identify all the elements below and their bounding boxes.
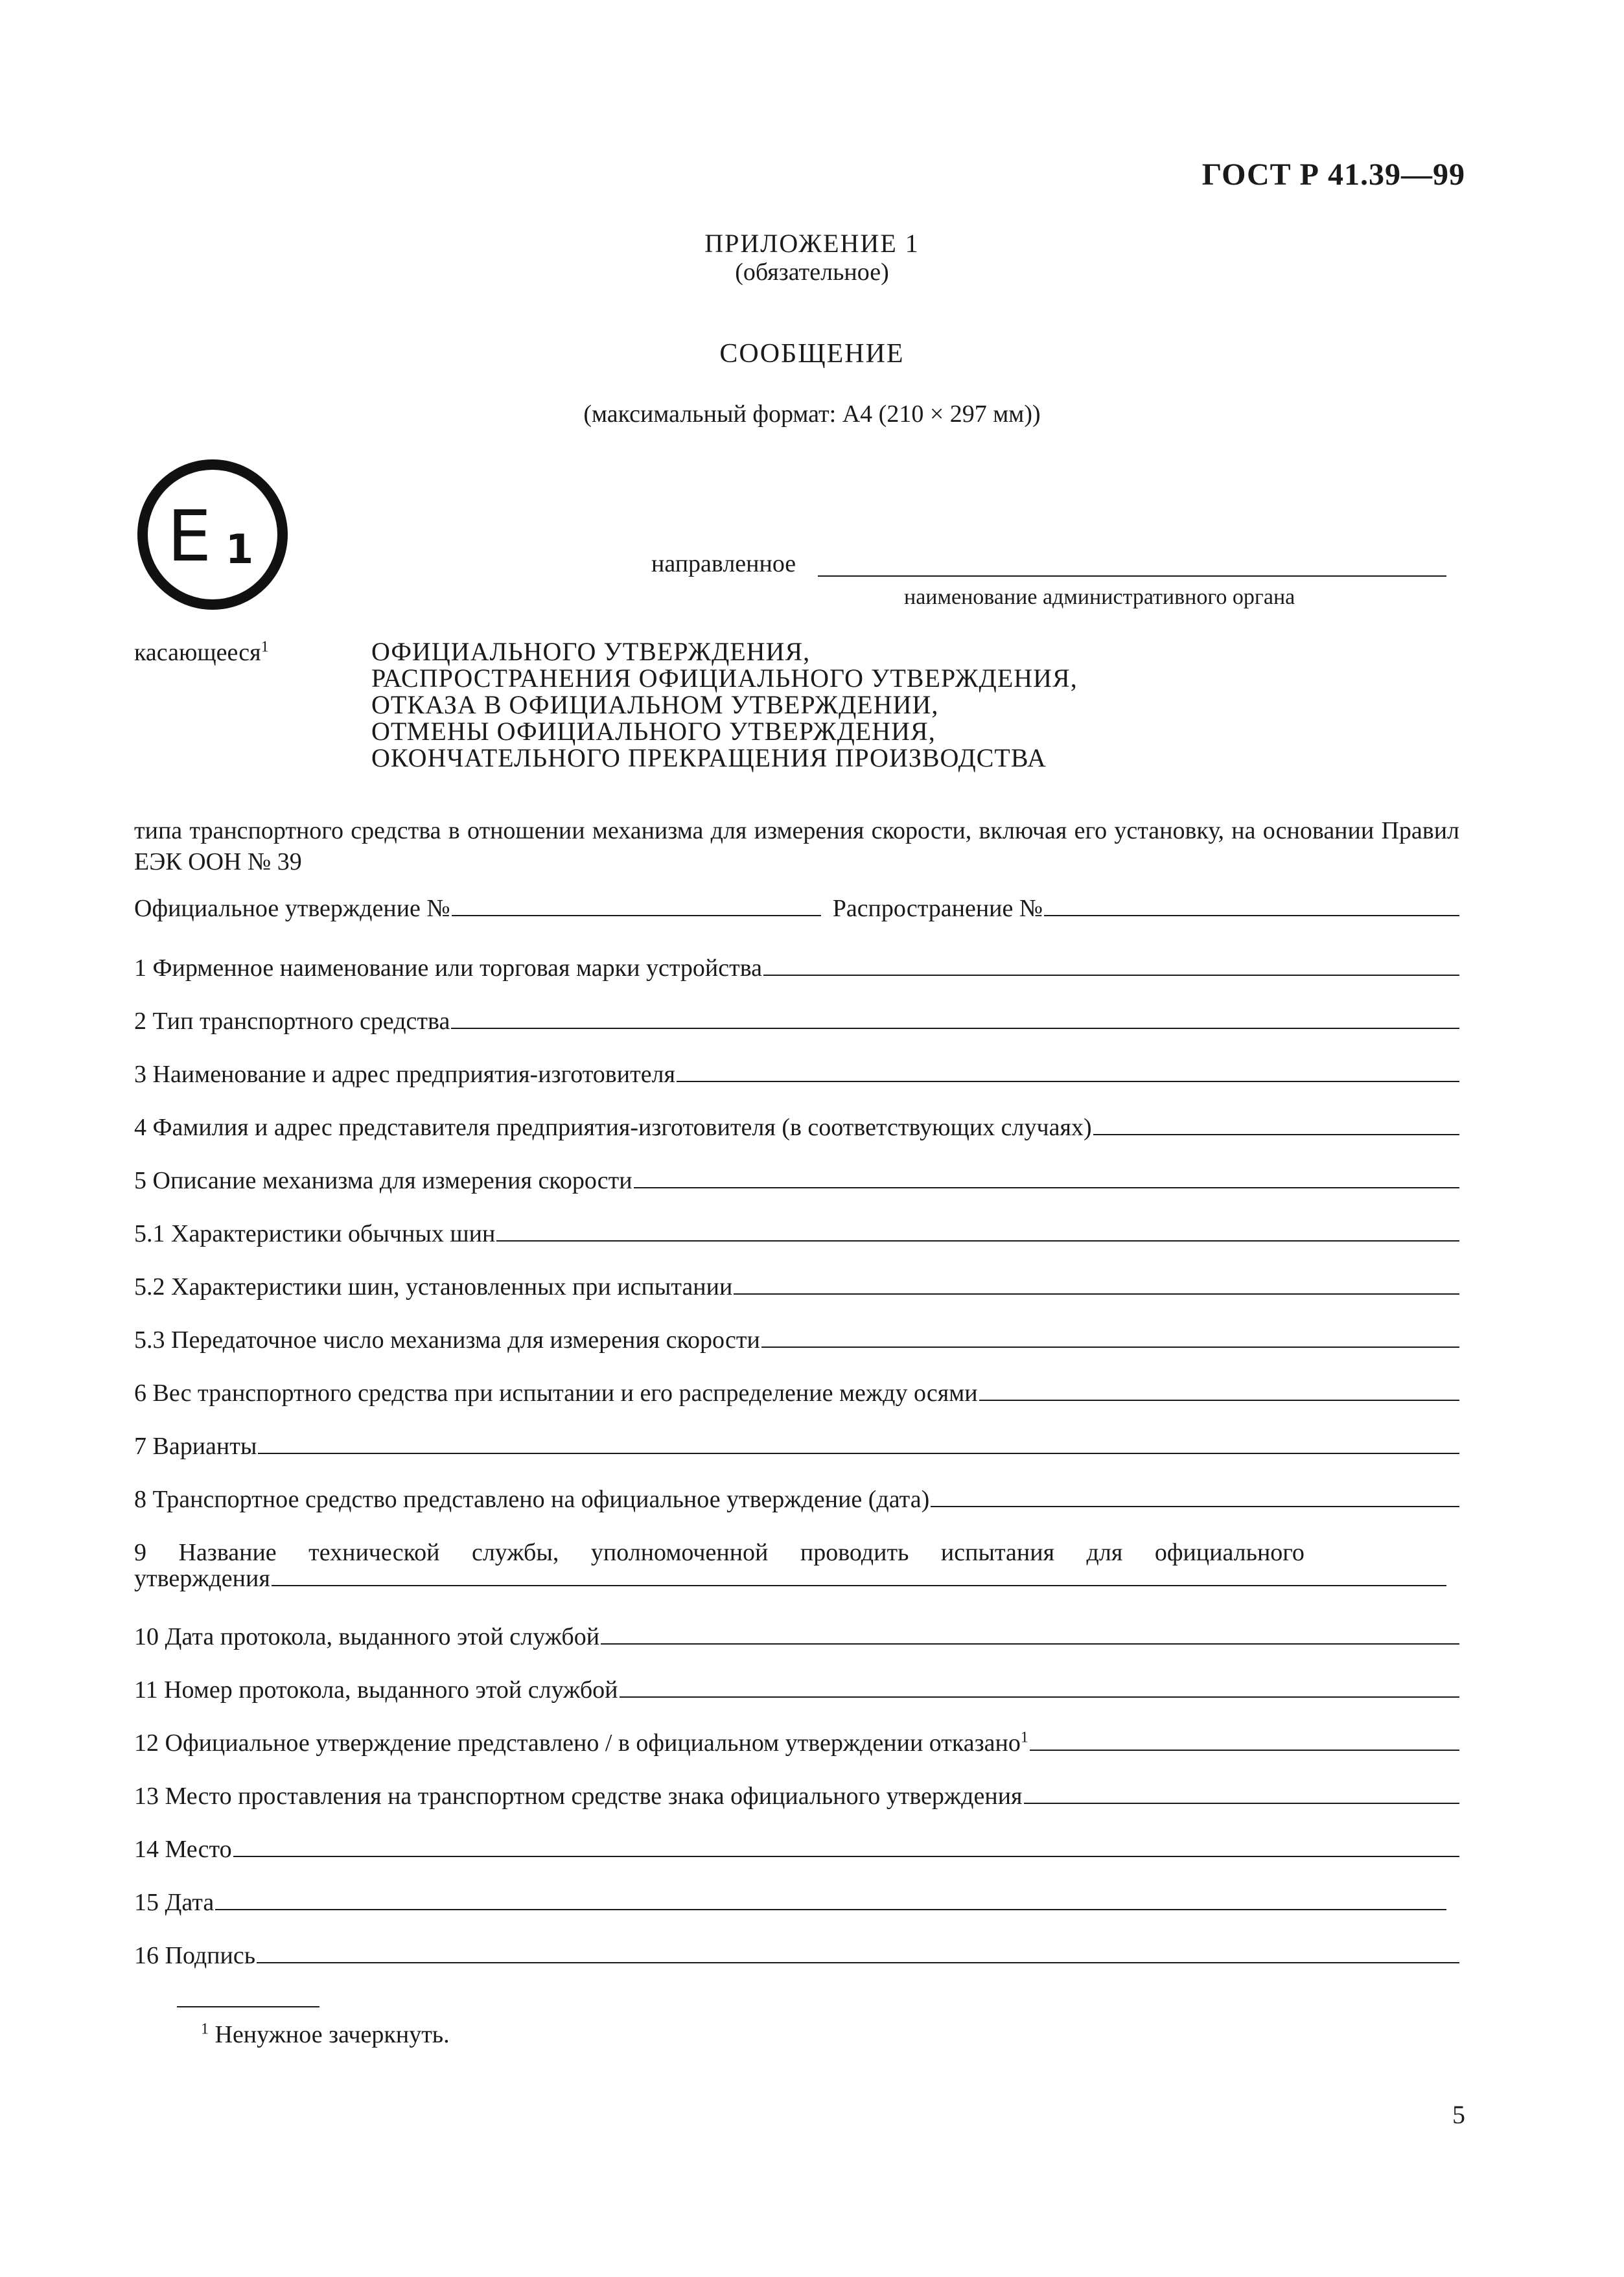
page-number: 5 [1452, 2100, 1465, 2129]
field-label [134, 1729, 1028, 1757]
field-row-5 [134, 1166, 1459, 1197]
approval-number-label: Официальное утверждение № [134, 895, 450, 922]
field-row-1 [134, 954, 1459, 985]
field-row-10 [134, 1623, 1459, 1654]
field-label-text: 12 Официальное утверждение представлено / в официальном утверждении отказано [134, 1729, 1021, 1757]
field-label: 5.1 Характеристики обычных шин [134, 1220, 496, 1247]
action-refusal: ОТКАЗА В ОФИЦИАЛЬНОМ УТВЕРЖДЕНИИ, [371, 690, 939, 719]
field-label: 3 Наименование и адрес предприятия-изготовителя [134, 1061, 675, 1088]
field-input[interactable] [451, 1007, 1459, 1029]
field-row-7 [134, 1432, 1459, 1463]
field-input[interactable] [258, 1432, 1459, 1454]
field-row-5-3 [134, 1326, 1459, 1357]
actions-list [371, 638, 1078, 771]
field-input[interactable] [496, 1219, 1459, 1242]
field-input[interactable] [634, 1166, 1459, 1188]
field-input[interactable] [233, 1835, 1459, 1857]
field-label: 8 Транспортное средство представлено на официальное утверждение (дата) [134, 1486, 930, 1513]
field-row-5-2 [134, 1273, 1459, 1304]
field-input[interactable] [1024, 1782, 1459, 1804]
field-label: 9 Название технической службы, уполномоченной проводить испытания для официального [134, 1539, 1305, 1566]
field-label: 13 Место проставления на транспортном средстве знака официального утверждения [134, 1783, 1023, 1810]
field-row-9-line2 [134, 1564, 1459, 1595]
e1-approval-mark-icon [136, 458, 289, 611]
field-row-13 [134, 1782, 1459, 1813]
field-label: 11 Номер протокола, выданного этой службой [134, 1676, 618, 1704]
action-discontinued: ОКОНЧАТЕЛЬНОГО ПРЕКРАЩЕНИЯ ПРОИЗВОДСТВА [371, 743, 1047, 772]
field-input[interactable] [601, 1623, 1459, 1645]
field-input[interactable] [215, 1888, 1446, 1910]
footnote-divider [177, 2006, 319, 2007]
field-input[interactable] [1093, 1113, 1459, 1135]
sent-label: направленное [651, 550, 796, 577]
field-label: 7 Варианты [134, 1433, 257, 1460]
field-input[interactable] [677, 1060, 1459, 1082]
field-input[interactable] [620, 1676, 1459, 1698]
action-approval: ОФИЦИАЛЬНОГО УТВЕРЖДЕНИЯ, [371, 637, 811, 666]
field-label: 4 Фамилия и адрес представителя предприятия-изготовителя (в соответствующих случаях) [134, 1114, 1092, 1141]
field-row-16 [134, 1941, 1459, 1972]
field-label: 14 Место [134, 1836, 232, 1863]
field-input[interactable] [763, 954, 1459, 976]
footnote-text: Ненужное зачеркнуть. [209, 2021, 450, 2048]
emark-letter: E [167, 496, 212, 577]
appendix-subtitle: (обязательное) [735, 259, 889, 286]
action-extension: РАСПРОСТРАНЕНИЯ ОФИЦИАЛЬНОГО УТВЕРЖДЕНИЯ, [371, 664, 1078, 693]
field-input[interactable] [257, 1941, 1459, 1963]
concerning-label [134, 638, 269, 667]
document-title: СООБЩЕНИЕ [719, 339, 905, 369]
emark-number: 1 [226, 526, 254, 573]
appendix-title: ПРИЛОЖЕНИЕ 1 [704, 229, 920, 258]
approval-number-input[interactable] [452, 894, 821, 916]
field-row-3 [134, 1060, 1459, 1091]
field-row-2 [134, 1007, 1459, 1038]
field-label: 1 Фирменное наименование или торговая марки устройства [134, 954, 762, 982]
field-row-5-1 [134, 1219, 1459, 1251]
field-label: 16 Подпись [134, 1942, 256, 1969]
field-row-12 [134, 1729, 1459, 1760]
concerning-text: касающееся [134, 639, 261, 666]
sent-to-input-line[interactable] [818, 575, 1446, 577]
field-row-8 [134, 1485, 1459, 1516]
field-input[interactable] [979, 1379, 1459, 1401]
field-row-15 [134, 1888, 1459, 1919]
field-input[interactable] [931, 1485, 1459, 1507]
field-label: утверждения [134, 1565, 270, 1592]
field-row-14 [134, 1835, 1459, 1866]
field-input[interactable] [761, 1326, 1459, 1348]
intro-paragraph: типа транспортного средства в отношении механизма для измерения скорости, включая его установку, на основании Правил ЕЭК ООН № 39 [134, 817, 1459, 875]
field-label: 6 Вес транспортного средства при испытании и его распределение между осями [134, 1380, 978, 1407]
field-input[interactable] [1030, 1729, 1459, 1751]
standard-number: ГОСТ Р 41.39—99 [1201, 157, 1465, 192]
field-input[interactable] [272, 1564, 1446, 1586]
format-note: (максимальный формат: А4 (210 × 297 мм)) [583, 400, 1041, 428]
field-label: 2 Тип транспортного средства [134, 1008, 450, 1035]
footnote [201, 2020, 450, 2049]
action-withdrawal: ОТМЕНЫ ОФИЦИАЛЬНОГО УТВЕРЖДЕНИЯ, [371, 717, 936, 746]
footnote-mark: 1 [201, 2020, 209, 2038]
extension-number-input[interactable] [1044, 894, 1459, 916]
field-label: 5.3 Передаточное число механизма для измерения скорости [134, 1326, 760, 1354]
concerning-footnote-mark: 1 [261, 638, 269, 656]
field-12-footnote-mark: 1 [1020, 1729, 1028, 1746]
field-label: 5.2 Характеристики шин, установленных при испытании [134, 1273, 733, 1300]
approval-number-row [134, 894, 1459, 925]
field-label: 5 Описание механизма для измерения скорости [134, 1167, 632, 1194]
field-label: 10 Дата протокола, выданного этой службой [134, 1623, 600, 1650]
extension-number-label: Распространение № [832, 895, 1043, 922]
field-input[interactable] [734, 1273, 1459, 1295]
field-label: 15 Дата [134, 1889, 215, 1916]
sent-caption: наименование административного органа [904, 585, 1295, 609]
field-row-11 [134, 1676, 1459, 1707]
field-row-6 [134, 1379, 1459, 1410]
field-row-4 [134, 1113, 1459, 1144]
